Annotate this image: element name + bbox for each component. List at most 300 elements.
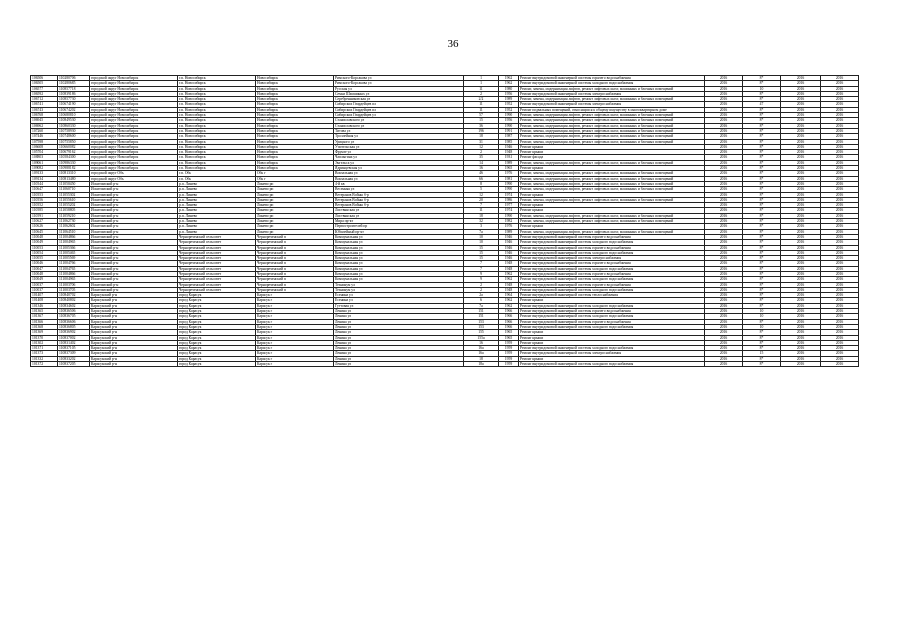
cell-end-year: 2016: [821, 298, 859, 303]
cell-street: Ленина ул: [334, 362, 464, 367]
cell-start-year: 2016: [781, 298, 821, 303]
cell-locality: Карасук г: [256, 298, 334, 303]
cell-end-year: 2016: [821, 245, 859, 250]
cell-street: Ядринцевская ул: [334, 166, 464, 171]
cell-end-year: 2016: [821, 192, 859, 197]
cell-start-year: 2016: [781, 171, 821, 176]
cell-build-year: 1964: [499, 293, 519, 298]
cell-work-volume: 8*: [743, 346, 781, 351]
cell-municipal-district: Карасукский р-н: [90, 309, 178, 314]
cell-house-number: 15: [464, 245, 499, 250]
cell-work-type: Ремонт крыши: [519, 150, 705, 155]
cell-house-code: 110836705: [58, 314, 90, 319]
cell-house-number: 9: [464, 277, 499, 282]
cell-work-volume: 8*: [743, 282, 781, 287]
cell-settlement: г.п. Новосибирск: [178, 107, 256, 112]
cell-work-type: Ремонт крыши: [519, 144, 705, 149]
cell-end-year: 2016: [821, 287, 859, 292]
cell-house-code: 110849530: [58, 118, 90, 123]
cell-work-volume: 8*: [743, 155, 781, 160]
cell-house-code: 111003706: [58, 282, 90, 287]
cell-build-year: 1962: [499, 271, 519, 276]
cell-settlement: г.п. Новосибирск: [178, 155, 256, 160]
cell-build-year: 1990: [499, 123, 519, 128]
cell-end-year: 2016: [821, 356, 859, 361]
cell-start-year: 2016: [781, 134, 821, 139]
cell-plan-year: 2016: [705, 128, 743, 133]
cell-work-type: Ремонт внутридомовой инженерной системы холодного водоснабжения: [519, 266, 705, 271]
cell-record-id: 110049: [31, 240, 58, 245]
cell-house-code: 111004765: [58, 266, 90, 271]
cell-end-year: 2016: [821, 139, 859, 144]
cell-build-year: 1962: [499, 303, 519, 308]
cell-settlement: г.п. Новосибирск: [178, 139, 256, 144]
cell-locality: Чернореченский п: [256, 261, 334, 266]
repair-register-table: [30, 75, 859, 367]
cell-settlement: Чернореченский сельсовет: [178, 261, 256, 266]
cell-settlement: р.п. Линево: [178, 187, 256, 192]
cell-end-year: 2016: [821, 324, 859, 329]
cell-record-id: 108803: [31, 155, 58, 160]
cell-house-code: 110280685: [58, 81, 90, 86]
cell-build-year: 1974: [499, 208, 519, 213]
cell-record-id: 101407: [31, 293, 58, 298]
cell-locality: Линево рп: [256, 229, 334, 234]
cell-locality: Новосибирск: [256, 97, 334, 102]
cell-record-id: 101369: [31, 330, 58, 335]
cell-work-volume: 8*: [743, 234, 781, 239]
cell-start-year: 2016: [781, 240, 821, 245]
cell-house-number: 153: [464, 319, 499, 324]
cell-house-code: 110840802: [58, 298, 90, 303]
cell-work-volume: 8*: [743, 118, 781, 123]
cell-plan-year: 2016: [705, 160, 743, 165]
cell-work-type: Ремонт внутридомовой инженерной системы холодного водоснабжения: [519, 314, 705, 319]
cell-build-year: 1952: [499, 107, 519, 112]
cell-end-year: 2016: [821, 160, 859, 165]
cell-plan-year: 2016: [705, 76, 743, 81]
cell-record-id: 110048: [31, 234, 58, 239]
cell-settlement: г.п. Новосибирск: [178, 102, 256, 107]
cell-street: Гуттовая ул: [334, 303, 464, 308]
cell-record-id: 110627: [31, 219, 58, 224]
cell-municipal-district: Искитимский р-н: [90, 203, 178, 208]
cell-street: Первостроителей пр: [334, 224, 464, 229]
cell-locality: Чернореченский п: [256, 250, 334, 255]
cell-record-id: 106768: [31, 113, 58, 118]
cell-house-number: 151: [464, 309, 499, 314]
cell-house-number: 36: [464, 123, 499, 128]
cell-locality: Новосибирск: [256, 102, 334, 107]
cell-house-code: 110679162: [58, 150, 90, 155]
cell-house-code: 110674202: [58, 107, 90, 112]
cell-settlement: г.п. Новосибирск: [178, 128, 256, 133]
cell-settlement: г.п. Обь: [178, 171, 256, 176]
cell-settlement: Чернореченский сельсовет: [178, 250, 256, 255]
cell-build-year: 1946: [499, 240, 519, 245]
cell-street: 4-й кв: [334, 181, 464, 186]
cell-street: Коммунальная ул: [334, 271, 464, 276]
cell-end-year: 2016: [821, 107, 859, 112]
cell-work-volume: 47: [743, 102, 781, 107]
cell-house-number: 2/2: [464, 97, 499, 102]
cell-work-volume: 8*: [743, 340, 781, 345]
cell-end-year: 2016: [821, 282, 859, 287]
cell-build-year: 1990: [499, 113, 519, 118]
cell-house-number: 10: [464, 234, 499, 239]
cell-municipal-district: Искитимский р-н: [90, 266, 178, 271]
cell-record-id: 109133: [31, 171, 58, 176]
cell-work-volume: 8*: [743, 293, 781, 298]
cell-start-year: 2016: [781, 277, 821, 282]
cell-record-id: 101366: [31, 319, 58, 324]
cell-locality: Новосибирск: [256, 86, 334, 91]
cell-record-id: 105704: [31, 150, 58, 155]
cell-house-code: 110837205: [58, 362, 90, 367]
cell-work-volume: 8*: [743, 266, 781, 271]
cell-settlement: г.п. Новосибирск: [178, 134, 256, 139]
cell-street: Есенина ул: [334, 293, 464, 298]
cell-end-year: 2016: [821, 150, 859, 155]
cell-end-year: 2016: [821, 351, 859, 356]
cell-house-code: 111062602: [58, 224, 90, 229]
cell-locality: Карасук г: [256, 319, 334, 324]
cell-municipal-district: Искитимский р-н: [90, 234, 178, 239]
cell-work-type: Ремонт крыши: [519, 356, 705, 361]
cell-locality: Обь г: [256, 176, 334, 181]
cell-plan-year: 2016: [705, 171, 743, 176]
cell-house-number: 14: [464, 160, 499, 165]
cell-municipal-district: Карасукский р-н: [90, 293, 178, 298]
cell-locality: Линево рп: [256, 208, 334, 213]
cell-start-year: 2016: [781, 160, 821, 165]
cell-house-code: 110584300: [58, 155, 90, 160]
cell-work-volume: 10: [743, 309, 781, 314]
cell-house-code: 111059210: [58, 213, 90, 218]
cell-settlement: г.п. Новосибирск: [178, 81, 256, 86]
cell-work-volume: 8*: [743, 261, 781, 266]
cell-start-year: 2016: [781, 293, 821, 298]
cell-house-number: 18а: [464, 362, 499, 367]
cell-plan-year: 2016: [705, 123, 743, 128]
cell-locality: Новосибирск: [256, 160, 334, 165]
cell-build-year: 1989: [499, 229, 519, 234]
cell-street: Римского-Корсакова ул: [334, 81, 464, 86]
cell-end-year: 2016: [821, 118, 859, 123]
cell-plan-year: 2016: [705, 245, 743, 250]
cell-build-year: 1946: [499, 245, 519, 250]
cell-settlement: г.п. Новосибирск: [178, 86, 256, 91]
cell-work-volume: 10: [743, 314, 781, 319]
cell-house-code: 110836506: [58, 309, 90, 314]
cell-record-id: 106741: [31, 102, 58, 107]
cell-municipal-district: Карасукский р-н: [90, 324, 178, 329]
cell-start-year: 2016: [781, 309, 821, 314]
cell-street: Юбилейный пр-кт: [334, 229, 464, 234]
cell-plan-year: 2016: [705, 113, 743, 118]
cell-settlement: Чернореченский сельсовет: [178, 282, 256, 287]
cell-municipal-district: городской округ Новосибирск: [90, 139, 178, 144]
cell-work-volume: 8*: [743, 298, 781, 303]
cell-municipal-district: Карасукский р-н: [90, 362, 178, 367]
cell-build-year: 1965: [499, 166, 519, 171]
cell-start-year: 2016: [781, 340, 821, 345]
cell-end-year: 2016: [821, 277, 859, 282]
cell-house-code: 111062730: [58, 219, 90, 224]
cell-plan-year: 2016: [705, 271, 743, 276]
cell-plan-year: 2016: [705, 351, 743, 356]
cell-street: Римского-Корсакова ул: [334, 76, 464, 81]
cell-start-year: 2016: [781, 287, 821, 292]
cell-locality: Карасук г: [256, 335, 334, 340]
cell-house-code: 111004866: [58, 271, 90, 276]
cell-locality: Новосибирск: [256, 123, 334, 128]
cell-locality: Новосибирск: [256, 107, 334, 112]
cell-work-type: Ремонт внутридомовой инженерной системы электроснабжения: [519, 91, 705, 96]
cell-house-code: 111004965: [58, 277, 90, 282]
cell-end-year: 2016: [821, 86, 859, 91]
cell-work-type: Ремонт крыши: [519, 330, 705, 335]
cell-settlement: город Карасук: [178, 324, 256, 329]
cell-municipal-district: Искитимский р-н: [90, 271, 178, 276]
cell-build-year: 1946: [499, 234, 519, 239]
cell-locality: Линево рп: [256, 224, 334, 229]
cell-settlement: р.п. Линево: [178, 213, 256, 218]
cell-end-year: 2016: [821, 197, 859, 202]
cell-plan-year: 2016: [705, 139, 743, 144]
cell-start-year: 2016: [781, 362, 821, 367]
cell-plan-year: 2016: [705, 229, 743, 234]
cell-plan-year: 2016: [705, 346, 743, 351]
cell-locality: Карасук г: [256, 309, 334, 314]
cell-build-year: 1948: [499, 287, 519, 292]
cell-settlement: город Карасук: [178, 314, 256, 319]
cell-work-type: Ремонт, замена, модернизация лифтов, ремонт лифтовых шахт, машинных и блочных помещений: [519, 118, 705, 123]
cell-start-year: 2016: [781, 282, 821, 287]
cell-build-year: 1966: [499, 319, 519, 324]
cell-build-year: 1990: [499, 187, 519, 192]
cell-house-code: 110840702: [58, 293, 90, 298]
cell-street: Станиславского ул: [334, 123, 464, 128]
cell-build-year: 1980: [499, 86, 519, 91]
cell-locality: Новосибирск: [256, 150, 334, 155]
cell-house-code: 110680810: [58, 113, 90, 118]
cell-house-code: 110758930: [58, 128, 90, 133]
cell-house-code: 111050450: [58, 181, 90, 186]
cell-house-number: 5: [464, 187, 499, 192]
cell-end-year: 2016: [821, 187, 859, 192]
cell-work-volume: 8*: [743, 181, 781, 186]
cell-end-year: 2016: [821, 261, 859, 266]
cell-municipal-district: Карасукский р-н: [90, 346, 178, 351]
cell-end-year: 2016: [821, 134, 859, 139]
cell-locality: Новосибирск: [256, 118, 334, 123]
cell-record-id: 101332: [31, 356, 58, 361]
cell-work-type: Ремонт подвальных помещений, относящихся к общему имуществу в многоквартирном доме: [519, 107, 705, 112]
cell-house-code: 111055610: [58, 197, 90, 202]
cell-locality: Чернореченский п: [256, 266, 334, 271]
cell-end-year: 2016: [821, 219, 859, 224]
cell-house-number: 155а: [464, 335, 499, 340]
cell-build-year: 1946: [499, 144, 519, 149]
cell-record-id: 101302: [31, 340, 58, 345]
cell-street: Коммунальная ул: [334, 250, 464, 255]
cell-build-year: 1987: [499, 134, 519, 139]
cell-house-code: 110857718: [58, 86, 90, 91]
cell-work-volume: 8*: [743, 192, 781, 197]
cell-start-year: 2016: [781, 76, 821, 81]
cell-settlement: г.п. Новосибирск: [178, 144, 256, 149]
cell-plan-year: 2016: [705, 81, 743, 86]
cell-record-id: 106505: [31, 81, 58, 86]
cell-municipal-district: городской округ Новосибирск: [90, 123, 178, 128]
cell-locality: Линево рп: [256, 197, 334, 202]
cell-house-code: 111004866: [58, 234, 90, 239]
cell-work-volume: 8*: [743, 150, 781, 155]
cell-settlement: Чернореченский сельсовет: [178, 240, 256, 245]
cell-plan-year: 2016: [705, 256, 743, 261]
cell-plan-year: 2016: [705, 208, 743, 213]
cell-start-year: 2016: [781, 144, 821, 149]
cell-plan-year: 2016: [705, 261, 743, 266]
cell-settlement: город Карасук: [178, 330, 256, 335]
cell-house-number: 31: [464, 139, 499, 144]
cell-start-year: 2016: [781, 107, 821, 112]
cell-record-id: 107446: [31, 134, 58, 139]
cell-plan-year: 2016: [705, 166, 743, 171]
cell-settlement: г.п. Новосибирск: [178, 123, 256, 128]
cell-work-volume: 8*: [743, 303, 781, 308]
cell-end-year: 2016: [821, 91, 859, 96]
cell-plan-year: 2016: [705, 287, 743, 292]
cell-municipal-district: Искитимский р-н: [90, 261, 178, 266]
cell-work-volume: 8*: [743, 81, 781, 86]
cell-street: Ленина ул: [334, 324, 464, 329]
cell-build-year: 1962: [499, 298, 519, 303]
cell-street: Чаплыгина ул: [334, 155, 464, 160]
cell-start-year: 2016: [781, 319, 821, 324]
cell-house-number: 15: [464, 250, 499, 255]
cell-street: Коммунальная ул: [334, 245, 464, 250]
cell-work-type: Ремонт внутридомовой инженерной системы холодного водоснабжения: [519, 303, 705, 308]
cell-work-type: Ремонт внутридомовой инженерной системы горячего водоснабжения: [519, 245, 705, 250]
cell-plan-year: 2016: [705, 362, 743, 367]
cell-municipal-district: Искитимский р-н: [90, 219, 178, 224]
cell-plan-year: 2016: [705, 293, 743, 298]
cell-municipal-district: городской округ Новосибирск: [90, 160, 178, 165]
cell-end-year: 2016: [821, 208, 859, 213]
cell-work-type: Ремонт, замена, модернизация лифтов, ремонт лифтовых шахт, машинных и блочных помещений: [519, 123, 705, 128]
cell-work-type: Ремонт внутридомовой инженерной системы теплоснабжения: [519, 293, 705, 298]
cell-locality: Чернореченский п: [256, 245, 334, 250]
cell-house-code: 111005569: [58, 256, 90, 261]
cell-locality: Обь г: [256, 171, 334, 176]
cell-house-number: 12: [464, 192, 499, 197]
cell-settlement: г.п. Новосибирск: [178, 113, 256, 118]
cell-end-year: 2016: [821, 171, 859, 176]
cell-house-number: 18: [464, 213, 499, 218]
cell-start-year: 2016: [781, 97, 821, 102]
cell-house-code: 111004766: [58, 261, 90, 266]
cell-work-volume: 8*: [743, 240, 781, 245]
cell-street: Коммунальная ул: [334, 261, 464, 266]
cell-house-number: 16: [464, 340, 499, 345]
cell-work-volume: 8*: [743, 171, 781, 176]
cell-start-year: 2016: [781, 139, 821, 144]
cell-start-year: 2016: [781, 261, 821, 266]
cell-work-volume: 8*: [743, 362, 781, 367]
cell-municipal-district: городской округ Новосибирск: [90, 144, 178, 149]
cell-end-year: 2016: [821, 102, 859, 107]
cell-end-year: 2016: [821, 81, 859, 86]
cell-settlement: Чернореченский сельсовет: [178, 234, 256, 239]
cell-house-number: 2: [464, 287, 499, 292]
cell-house-code: 110857730: [58, 97, 90, 102]
cell-house-code: 110836902: [58, 330, 90, 335]
cell-street: Троллейная ул: [334, 134, 464, 139]
cell-end-year: 2016: [821, 250, 859, 255]
cell-build-year: 1966: [499, 324, 519, 329]
cell-end-year: 2016: [821, 340, 859, 345]
cell-house-code: 110813310: [58, 171, 90, 176]
cell-house-code: 111005366: [58, 245, 90, 250]
cell-locality: Чернореченский п: [256, 240, 334, 245]
cell-locality: Карасук г: [256, 351, 334, 356]
cell-record-id: 110553: [31, 192, 58, 197]
cell-record-id: 101370: [31, 335, 58, 340]
cell-work-volume: 8*: [743, 277, 781, 282]
cell-house-code: 111058805: [58, 208, 90, 213]
cell-build-year: 1985: [499, 139, 519, 144]
cell-municipal-district: городской округ Новосибирск: [90, 118, 178, 123]
cell-settlement: город Карасук: [178, 335, 256, 340]
cell-house-number: 155: [464, 330, 499, 335]
cell-record-id: 109082: [31, 166, 58, 171]
cell-work-type: Ремонт, замена, модернизация лифтов, ремонт лифтовых шахт, машинных и блочных помещений: [519, 139, 705, 144]
cell-house-code: 110837105: [58, 346, 90, 351]
cell-work-type: Ремонт крыши: [519, 166, 705, 171]
cell-work-volume: 8*: [743, 144, 781, 149]
cell-street: Листвянская ул: [334, 213, 464, 218]
page-number: 36: [447, 38, 459, 50]
cell-work-volume: 8*: [743, 287, 781, 292]
cell-start-year: 2016: [781, 176, 821, 181]
cell-street: Коммунальная ул: [334, 277, 464, 282]
cell-house-code: 110280706: [58, 76, 90, 81]
cell-house-number: 2а: [464, 293, 499, 298]
cell-build-year: 1946: [499, 256, 519, 261]
cell-work-volume: 8*: [743, 97, 781, 102]
cell-street: Учительская ул: [334, 144, 464, 149]
cell-settlement: р.п. Линево: [178, 219, 256, 224]
cell-locality: Новосибирск: [256, 91, 334, 96]
cell-work-type: Ремонт внутридомовой инженерной системы холодного водоснабжения: [519, 240, 705, 245]
cell-end-year: 2016: [821, 266, 859, 271]
cell-end-year: 2016: [821, 76, 859, 81]
cell-record-id: 110047: [31, 266, 58, 271]
cell-municipal-district: городской округ Новосибирск: [90, 86, 178, 91]
cell-start-year: 2016: [781, 256, 821, 261]
cell-street: Есенина ул: [334, 298, 464, 303]
cell-locality: Карасук г: [256, 340, 334, 345]
cell-settlement: город Карасук: [178, 309, 256, 314]
cell-build-year: 1990: [499, 213, 519, 218]
cell-record-id: 106743: [31, 107, 58, 112]
cell-street: Ленина ул: [334, 330, 464, 335]
cell-record-id: 110591: [31, 213, 58, 218]
cell-start-year: 2016: [781, 229, 821, 234]
cell-record-id: 106592: [31, 91, 58, 96]
